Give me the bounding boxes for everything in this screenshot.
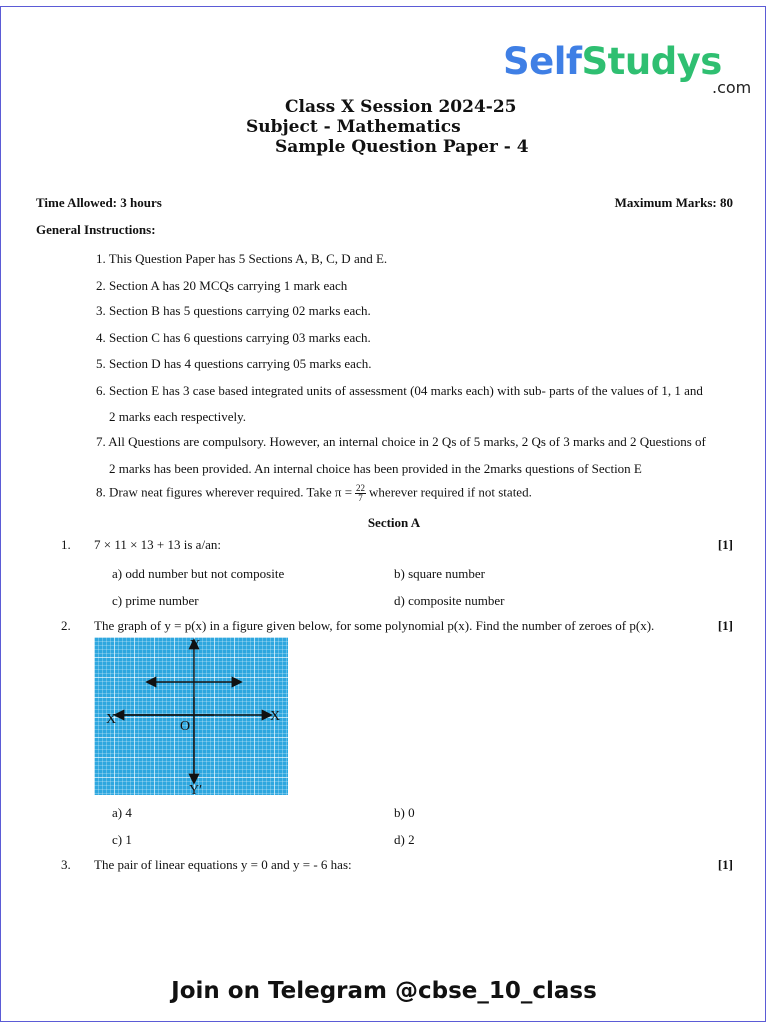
option-d: d) 2 <box>394 832 415 847</box>
option-b: b) 0 <box>394 805 415 820</box>
label-x: X <box>270 709 281 724</box>
question-mark: [1] <box>717 618 733 633</box>
instruction-item: 5. Section D has 4 questions carrying 05 marks each. <box>96 356 372 371</box>
instruction-item: 7. All Questions are compulsory. However, an internal choice in 2 Qs of 5 marks, 2 Qs of 3 marks and 2 Questions of <box>96 434 706 449</box>
instruction-item-cont: 2 marks has been provided. An internal choice has been provided in the 2marks questions of Section E <box>109 461 642 476</box>
question-mark: [1] <box>717 537 733 552</box>
header-paper: Sample Question Paper - 4 <box>275 137 529 157</box>
option-d: d) composite number <box>394 593 505 608</box>
fraction-denominator: 7 <box>358 493 363 503</box>
header-subject: Subject - Mathematics <box>246 117 461 137</box>
question-number: 2. <box>61 618 71 633</box>
instruction-item: 4. Section C has 6 questions carrying 03 marks each. <box>96 330 371 345</box>
polynomial-graph <box>94 637 288 795</box>
label-y: Y <box>190 638 201 653</box>
question-mark: [1] <box>717 857 733 872</box>
question-number: 3. <box>61 857 71 872</box>
instruction-8-pre: 8. Draw neat figures wherever required. Take π = <box>96 484 353 500</box>
option-b: b) square number <box>394 566 485 581</box>
selfstudys-logo <box>503 40 722 84</box>
label-y-neg: Y′ <box>189 783 203 795</box>
instruction-item: 6. Section E has 3 case based integrated units of assessment (04 marks each) with sub- parts of the values of 1, 1 and <box>96 383 703 398</box>
instruction-item: 3. Section B has 5 questions carrying 02 marks each. <box>96 303 371 318</box>
instruction-item-8 <box>96 484 532 503</box>
graph-svg <box>94 637 288 795</box>
label-origin: O <box>180 719 191 734</box>
instruction-item-cont: 2 marks each respectively. <box>109 409 247 424</box>
question-text: The graph of y = p(x) in a figure given below, for some polynomial p(x). Find the number of zeroes of p(x). <box>94 618 655 633</box>
option-c: c) 1 <box>112 832 132 847</box>
label-x-neg: X′ <box>106 712 120 727</box>
instruction-item: 1. This Question Paper has 5 Sections A, B, C, D and E. <box>96 251 388 266</box>
logo-studys: Studys <box>581 40 722 83</box>
question-number: 1. <box>61 537 71 552</box>
instruction-8-post: wherever required if not stated. <box>369 484 532 500</box>
maximum-marks: Maximum Marks: 80 <box>614 195 733 210</box>
logo-com: .com <box>712 78 752 97</box>
header-class: Class X Session 2024-25 <box>285 97 517 117</box>
option-a: a) 4 <box>112 805 132 820</box>
time-allowed: Time Allowed: 3 hours <box>36 195 162 210</box>
question-text: 7 × 11 × 13 + 13 is a/an: <box>94 537 221 552</box>
instructions-title: General Instructions: <box>36 222 156 237</box>
logo-self: Self <box>503 40 582 83</box>
telegram-footer: Join on Telegram @cbse_10_class <box>171 978 597 1004</box>
instruction-item: 2. Section A has 20 MCQs carrying 1 mark each <box>96 278 348 293</box>
section-a-title: Section A <box>367 515 421 530</box>
option-c: c) prime number <box>112 593 199 608</box>
question-text: The pair of linear equations y = 0 and y = - 6 has: <box>94 857 352 872</box>
option-a: a) odd number but not composite <box>112 566 285 581</box>
fraction-numerator: 22 <box>356 483 366 493</box>
pi-fraction <box>355 484 366 503</box>
